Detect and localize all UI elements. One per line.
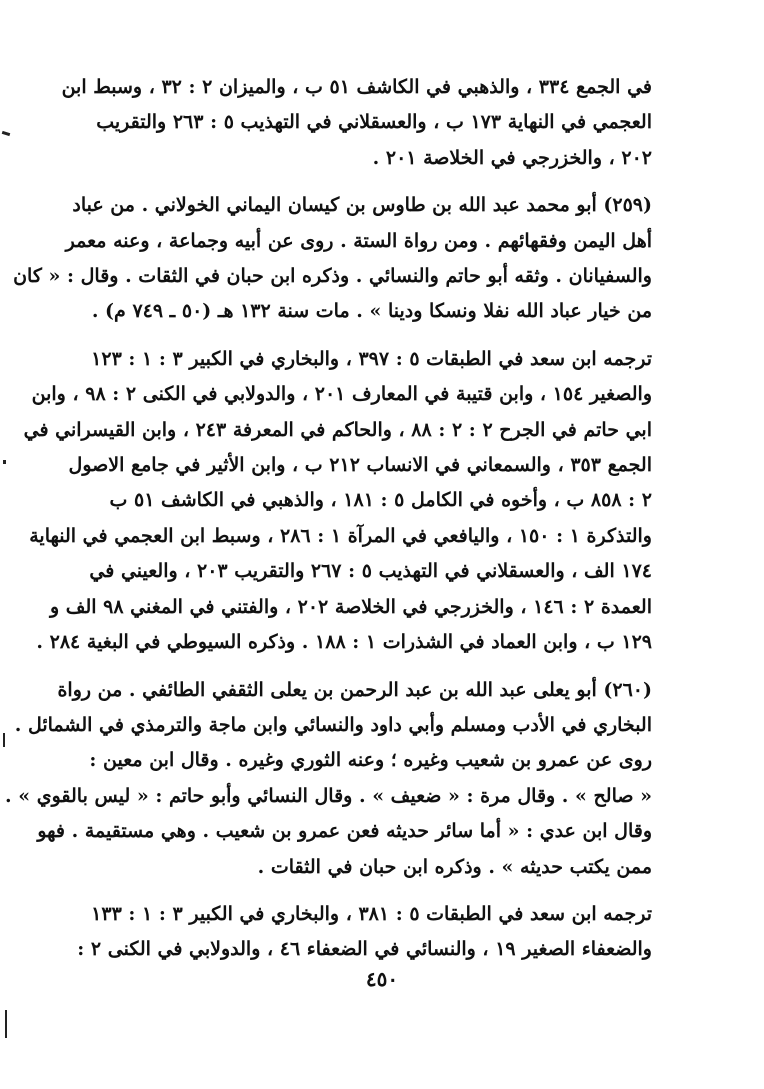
text-line: ٢ : ٨٥٨ ب ، وأخوه في الكامل ٥ : ١٨١ ، والذهبي في الكاشف ٥١ ب [109, 489, 652, 512]
paragraph-references-260 [77, 897, 652, 968]
text-line: (٢٥٩) أبو محمد عبد الله بن طاوس بن كيسان اليماني الخولاني . من عباد [72, 194, 652, 217]
page-body [4, 70, 652, 968]
paragraph-entry-260 [4, 673, 652, 885]
scan-edge-mark [3, 460, 6, 464]
scan-edge-mark [5, 1010, 7, 1038]
text-line: روى عن عمرو بن شعيب وغيره ؛ وعنه الثوري وغيره . وقال ابن معين : [89, 749, 652, 772]
text-line: من خيار عباد الله نفلا ونسكا ودينا » . مات سنة ١٣٢ هـ (٥٠ ـ ٧٤٩ م) . [91, 300, 652, 323]
scan-edge-mark [3, 733, 5, 747]
text-line: والضعفاء الصغير ١٩ ، والنسائي في الضعفاء ٤٦ ، والدولابي في الكنى ٢ : [77, 938, 652, 961]
paragraph-entry-259 [13, 188, 652, 330]
text-line: ابي حاتم في الجرح ٢ : ٢ : ٨٨ ، والحاكم في المعرفة ٢٤٣ ، وابن القيسراني في [23, 418, 652, 441]
text-line: والصغير ١٥٤ ، وابن قتيبة في المعارف ٢٠١ ، والدولابي في الكنى ٢ : ٩٨ ، وابن [31, 383, 652, 406]
text-line: العجمي في النهاية ١٧٣ ب ، والعسقلاني في التهذيب ٥ : ٢٦٣ والتقريب [96, 111, 652, 134]
text-line: ١٧٤ الف ، والعسقلاني في التهذيب ٥ : ٢٦٧ والتقريب ٢٠٣ ، والعيني في [89, 560, 652, 583]
text-line: ممن يكتب حديثه » . وذكره ابن حبان في الثقات . [257, 855, 652, 878]
text-line: (٢٦٠) أبو يعلى عبد الله بن عبد الرحمن بن يعلى الثقفي الطائفي . من رواة [57, 678, 652, 701]
text-line: ترجمه ابن سعد في الطبقات ٥ : ٣٨١ ، والبخاري في الكبير ٣ : ١ : ١٣٣ [91, 902, 652, 925]
text-line: ٢٠٢ ، والخزرجي في الخلاصة ٢٠١ . [372, 146, 652, 169]
text-line: والسفيانان . وثقه أبو حاتم والنسائي . وذكره ابن حبان في الثقات . وقال : « كان [13, 265, 652, 288]
paragraph-references-end [61, 70, 652, 176]
text-line: العمدة ٢ : ١٤٦ ، والخزرجي في الخلاصة ٢٠٢ ، والفتني في المغني ٩٨ الف و [50, 595, 652, 618]
text-line: الجمع ٣٥٣ ، والسمعاني في الانساب ٢١٢ ب ، وابن الأثير في جامع الاصول [68, 454, 652, 477]
text-line: والتذكرة ١ : ١٥٠ ، واليافعي في المرآة ١ : ٢٨٦ ، وسبط ابن العجمي في النهاية [29, 524, 652, 547]
paragraph-references-259 [23, 342, 652, 661]
text-line: في الجمع ٣٣٤ ، والذهبي في الكاشف ٥١ ب ، والميزان ٢ : ٣٢ ، وسبط ابن [61, 76, 652, 98]
text-line: أهل اليمن وفقهائهم . ومن رواة الستة . روى عن أبيه وجماعة ، وعنه معمر [65, 229, 652, 252]
scan-edge-mark [2, 131, 11, 136]
text-line: ترجمه ابن سعد في الطبقات ٥ : ٣٩٧ ، والبخاري في الكبير ٣ : ١ : ١٢٣ [91, 347, 652, 370]
page-number: ٤٥٠ [365, 967, 399, 991]
text-line: ١٢٩ ب ، وابن العماد في الشذرات ١ : ١٨٨ . وذكره السيوطي في البغية ٢٨٤ . [36, 631, 652, 654]
text-line: وقال ابن عدي : « أما سائر حديثه فعن عمرو بن شعيب . وهي مستقيمة . فهو [37, 820, 652, 843]
text-line: « صالح » . وقال مرة : « ضعيف » . وقال النسائي وأبو حاتم : « ليس بالقوي » . [4, 784, 652, 807]
text-line: البخاري في الأدب ومسلم وأبي داود والنسائي وابن ماجة والترمذي في الشمائل . [14, 713, 652, 736]
